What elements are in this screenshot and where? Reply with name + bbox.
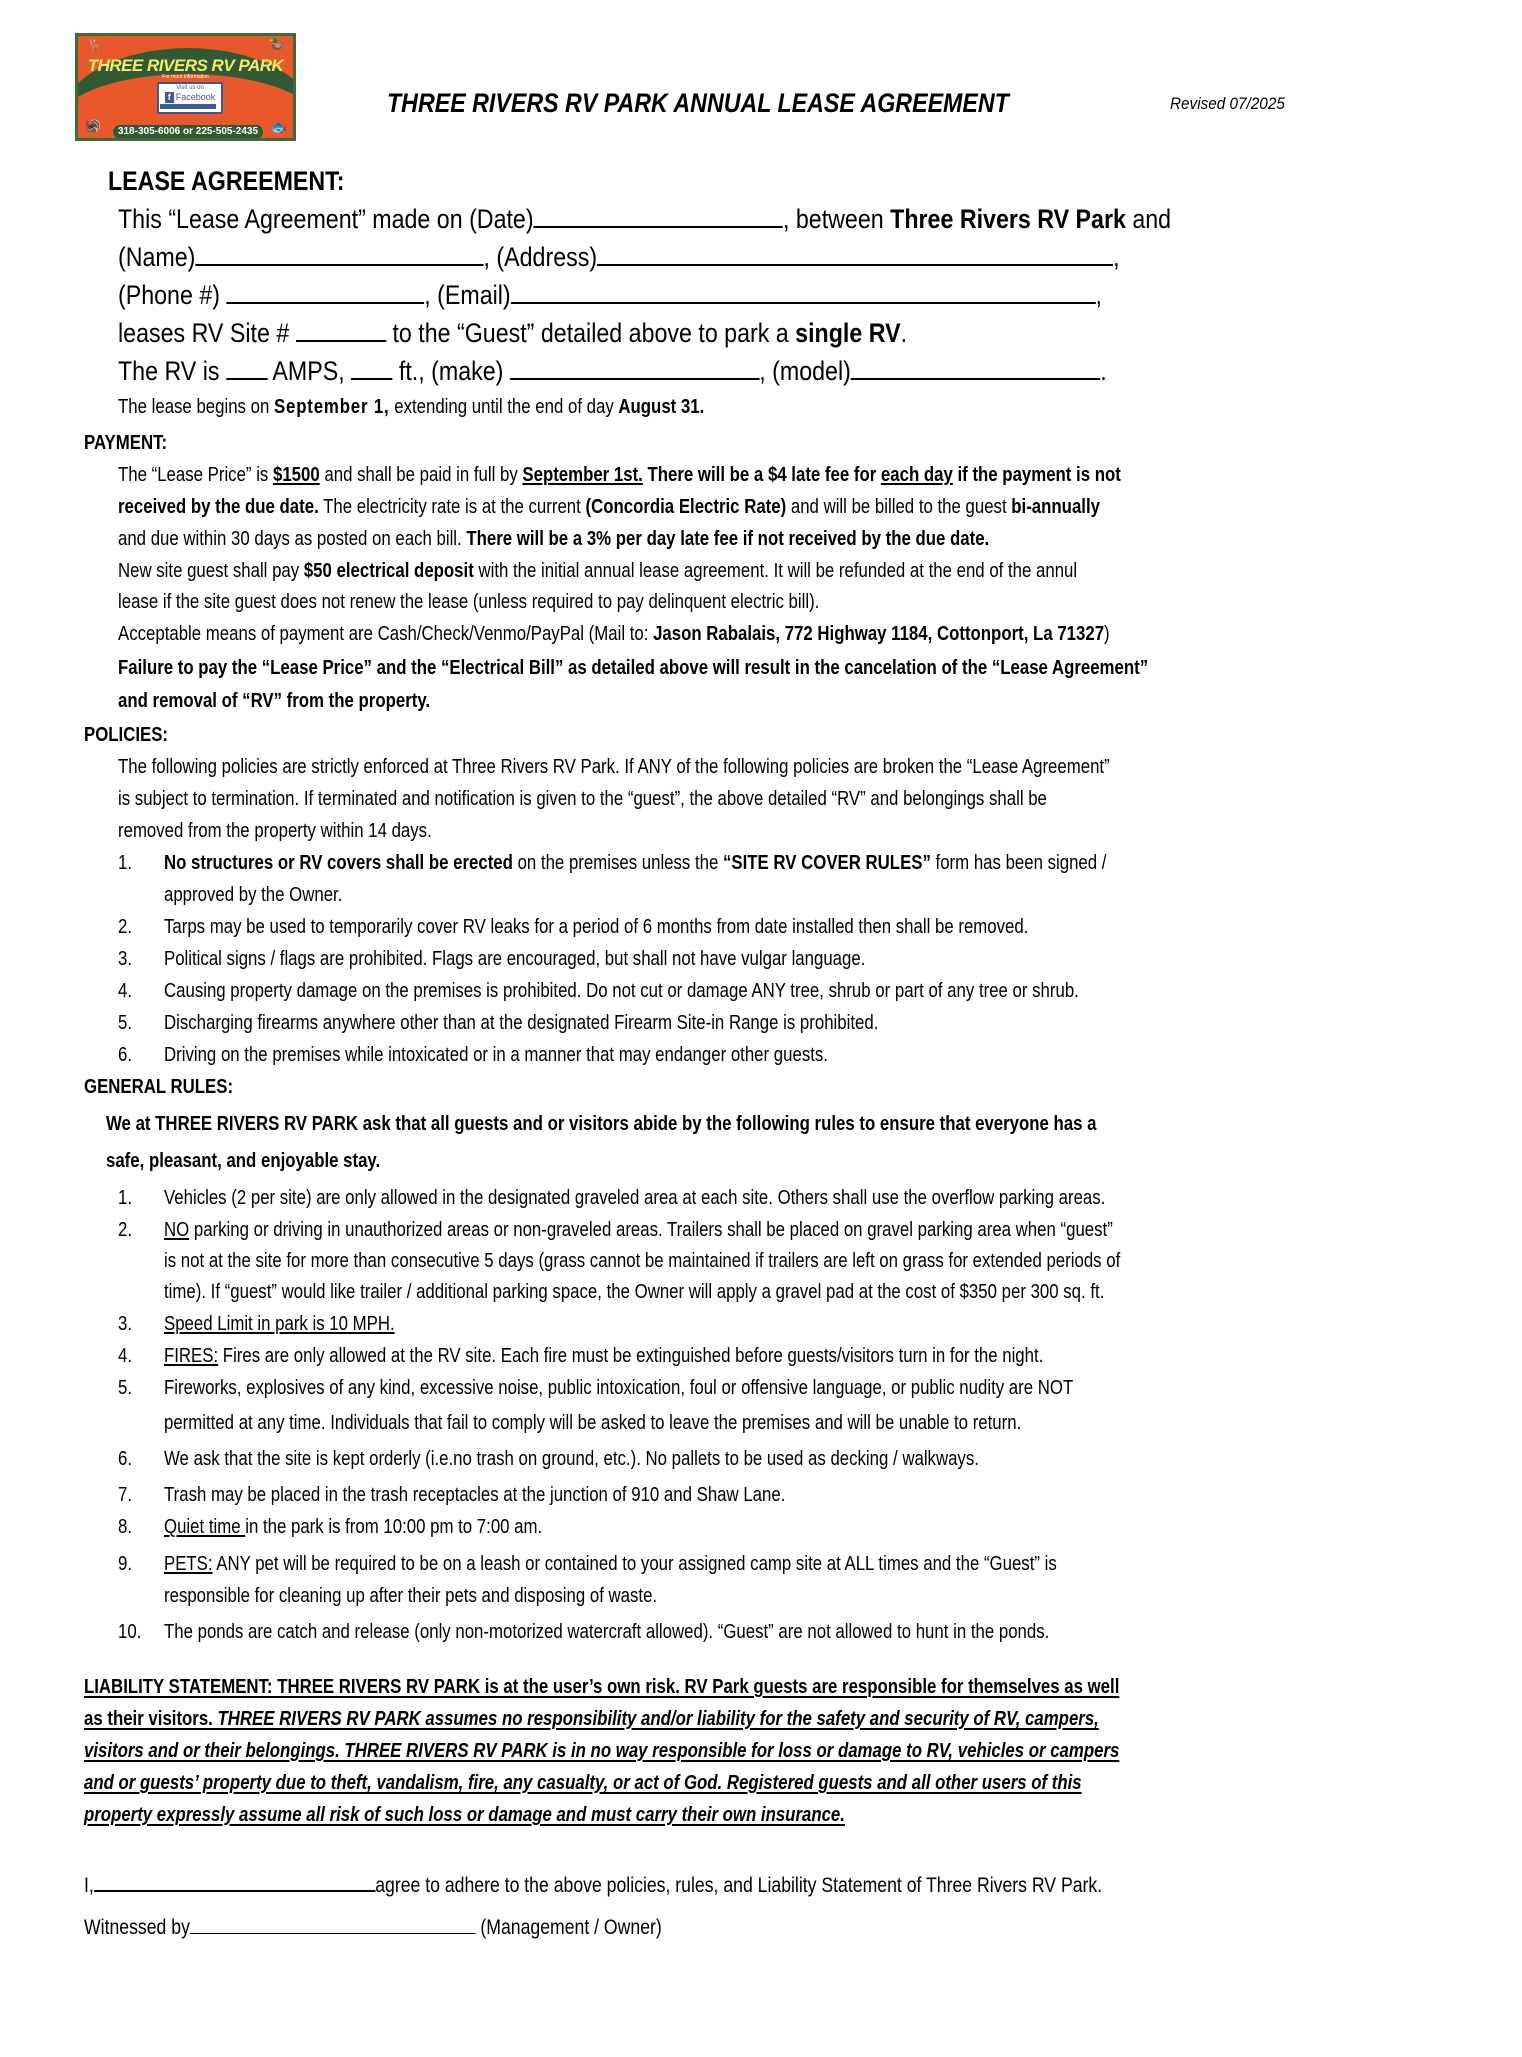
witness-line: Witnessed by (Management / Owner) bbox=[84, 1916, 662, 1939]
logo-name: THREE RIVERS RV PARK bbox=[87, 56, 284, 75]
failure-to-pay: and removal of “RV” from the property. bbox=[118, 690, 431, 712]
policies-intro: is subject to termination. If terminated and notification is given to the “guest”, the above detailed “RV” and belongings shall be bbox=[118, 788, 1047, 810]
facebook-icon: f bbox=[165, 92, 174, 103]
witness-signature-field[interactable] bbox=[190, 1932, 476, 1934]
policies-intro: removed from the property within 14 days. bbox=[118, 820, 432, 842]
lease-line-site: leases RV Site # to the “Guest” detailed above to park a single RV. bbox=[118, 318, 908, 348]
section-heading-policies: POLICIES: bbox=[84, 724, 169, 746]
address-field[interactable] bbox=[597, 263, 1113, 266]
section-heading-payment: PAYMENT: bbox=[84, 432, 168, 454]
guest-signature-field[interactable] bbox=[94, 1889, 375, 1892]
logo-phone-numbers: 318-305-6006 or 225-505-2435 bbox=[113, 125, 263, 139]
deposit-text: lease if the site guest does not renew the lease (unless required to pay delinquent electric bill). bbox=[118, 591, 820, 613]
lease-line-date: This “Lease Agreement” made on (Date) , between Three Rivers RV Park and bbox=[118, 204, 1172, 234]
general-rules-intro: We at THREE RIVERS RV PARK ask that all guests and or visitors abide by the following rules to ensure that everyone has a bbox=[106, 1113, 1097, 1135]
phone-field[interactable] bbox=[226, 301, 424, 304]
lease-line-name-address: (Name) , (Address) , bbox=[118, 242, 1120, 272]
policies-intro: The following policies are strictly enforced at Three Rivers RV Park. If ANY of the following policies are broken the “Lease Agreement” bbox=[118, 756, 1110, 778]
section-heading-general-rules: GENERAL RULES: bbox=[84, 1076, 234, 1098]
facebook-url-strip bbox=[160, 104, 216, 109]
park-logo bbox=[75, 33, 296, 141]
payment-text: The “Lease Price” is $1500 and shall be paid in full by September 1st. There will be a $4 late fee for each day if the payment is not bbox=[118, 464, 1121, 486]
section-heading-lease-agreement: LEASE AGREEMENT: bbox=[108, 166, 345, 196]
guest-agreement-line: I, agree to adhere to the above policies, rules, and Liability Statement of Three Rivers RV Park. bbox=[84, 1874, 1103, 1897]
payment-text: received by the due date. The electricity rate is at the current (Concordia Electric Rate) and will be billed to the guest bi-annually bbox=[118, 496, 1100, 518]
date-field[interactable] bbox=[534, 225, 783, 228]
amps-field[interactable] bbox=[226, 377, 267, 380]
turkey-icon: 🦃 bbox=[84, 119, 102, 135]
facebook-badge: Visit us on f Facebook bbox=[157, 82, 223, 114]
logo-more-info: For more information bbox=[162, 74, 209, 80]
fish-icon: 🐟 bbox=[270, 119, 288, 135]
site-number-field[interactable] bbox=[296, 339, 386, 342]
make-field[interactable] bbox=[510, 377, 759, 380]
document-title: THREE RIVERS RV PARK ANNUAL LEASE AGREEMENT bbox=[387, 88, 1009, 118]
length-field[interactable] bbox=[351, 377, 392, 380]
duck-icon: 🦆 bbox=[268, 37, 286, 53]
revision-date: Revised 07/2025 bbox=[1170, 94, 1285, 113]
failure-to-pay: Failure to pay the “Lease Price” and the “Electrical Bill” as detailed above will result in the cancelation of the “Lease Agreement” bbox=[118, 657, 1149, 679]
deer-icon: 🦌 bbox=[86, 37, 104, 53]
lease-term: The lease begins on September 1, extending until the end of day August 31. bbox=[118, 396, 705, 418]
deposit-text: New site guest shall pay $50 electrical deposit with the initial annual lease agreement. It will be refunded at the end of the annul bbox=[118, 560, 1078, 582]
payment-text: and due within 30 days as posted on each bill. There will be a 3% per day late fee if not received by the due date. bbox=[118, 528, 990, 550]
general-rules-intro: safe, pleasant, and enjoyable stay. bbox=[106, 1150, 381, 1172]
email-field[interactable] bbox=[511, 301, 1096, 304]
payment-methods: Acceptable means of payment are Cash/Check/Venmo/PayPal (Mail to: Jason Rabalais, 772 Highway 1184, Cottonport, La 71327) bbox=[118, 623, 1110, 645]
lease-line-rv-details: The RV is AMPS, ft., (make) , (model) . bbox=[118, 356, 1107, 386]
name-field[interactable] bbox=[195, 263, 483, 266]
model-field[interactable] bbox=[851, 377, 1100, 380]
lease-line-phone-email: (Phone #) , (Email) , bbox=[118, 280, 1102, 310]
